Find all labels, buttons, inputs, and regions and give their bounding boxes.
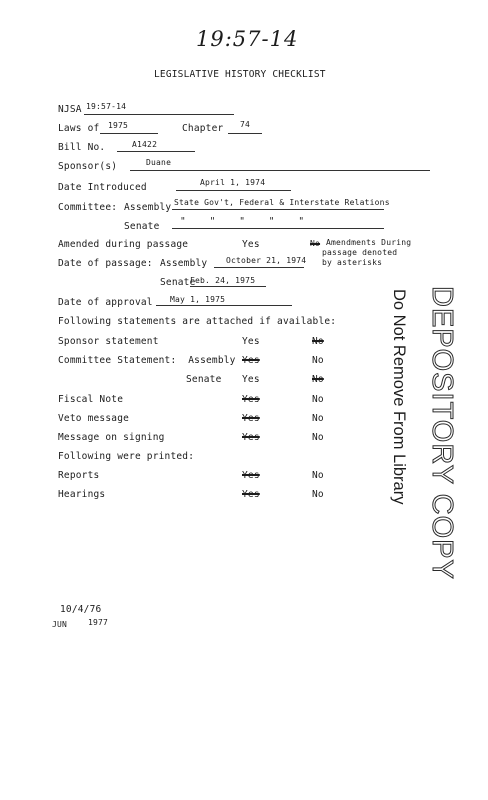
statement-yes: Yes [242,355,260,366]
passage-label: Date of passage: [58,258,153,269]
statement-yes: Yes [242,336,260,347]
njsa-value: 19:57-14 [86,102,127,111]
laws-value: 1975 [108,121,129,130]
printed-label: Reports [58,470,100,481]
printed-label: Hearings [58,489,106,500]
approval-label: Date of approval [58,297,153,308]
statement-label: Committee Statement: Assembly [58,355,236,366]
sponsor-underline [130,170,430,171]
laws-underline [100,133,158,134]
statement-label: Senate [186,374,222,385]
amended-note-line1: Amendments During [326,238,412,247]
statement-yes: Yes [242,374,260,385]
amended-note-line2: passage denoted [322,248,398,257]
printed-yes: Yes [242,470,260,481]
statement-yes: Yes [242,432,260,443]
passage-senate-label: Senate [160,277,196,288]
committee-assembly-underline [172,209,384,210]
passage-assembly-label: Assembly [160,258,208,269]
statement-no: No [312,355,324,366]
printed-no: No [312,489,324,500]
printed-no: No [312,470,324,481]
laws-label: Laws of [58,123,100,134]
amended-note-line3: by asterisks [322,258,383,267]
footer-year: 1977 [88,618,109,627]
statements-heading: Following statements are attached if available: [58,316,337,327]
date-introduced-label: Date Introduced [58,182,147,193]
statement-no: No [312,374,324,385]
page-title: LEGISLATIVE HISTORY CHECKLIST [154,69,326,80]
sponsor-value: Duane [146,158,172,167]
date-introduced-value: April 1, 1974 [200,178,266,187]
statement-yes: Yes [242,394,260,405]
committee-senate-value: " " " " " [180,216,305,227]
date-introduced-underline [176,190,291,191]
statement-label: Fiscal Note [58,394,124,405]
printed-yes: Yes [242,489,260,500]
committee-label: Committee: [58,202,118,213]
passage-assembly-value: October 21, 1974 [226,256,307,265]
committee-assembly-label: Assembly [124,202,172,213]
committee-senate-label: Senate [124,221,160,232]
njsa-underline [84,114,234,115]
chapter-value: 74 [240,120,251,129]
approval-underline [156,305,292,306]
footer-month: JUN [52,620,68,629]
njsa-label: NJSA [58,104,82,115]
statement-no: No [312,394,324,405]
statement-yes: Yes [242,413,260,424]
approval-value: May 1, 1975 [170,295,226,304]
statement-no: No [312,413,324,424]
amended-yes: Yes [242,239,260,250]
statement-label: Message on signing [58,432,165,443]
statement-label: Veto message [58,413,130,424]
printed-heading: Following were printed: [58,451,195,462]
bill-underline [117,151,195,152]
statement-label: Sponsor statement [58,336,159,347]
chapter-underline [228,133,262,134]
handwritten-number: 19:57-14 [196,27,299,51]
chapter-label: Chapter [182,123,224,134]
committee-senate-underline [172,228,384,229]
statement-no: No [312,432,324,443]
bill-value: A1422 [132,140,158,149]
statement-no: No [312,336,324,347]
passage-senate-underline [190,286,266,287]
committee-assembly-value: State Gov't, Federal & Interstate Relations [174,198,390,207]
passage-assembly-underline [214,267,304,268]
bill-label: Bill No. [58,142,106,153]
amended-label: Amended during passage [58,239,189,250]
stamp-line-2: Do Not Remove From Library [390,289,408,505]
passage-senate-value: Feb. 24, 1975 [190,276,256,285]
sponsor-label: Sponsor(s) [58,161,118,172]
footer-date: 10/4/76 [60,604,102,615]
amended-no: No [310,239,321,248]
stamp-line-1: DEPOSITORY COPY [426,286,458,580]
